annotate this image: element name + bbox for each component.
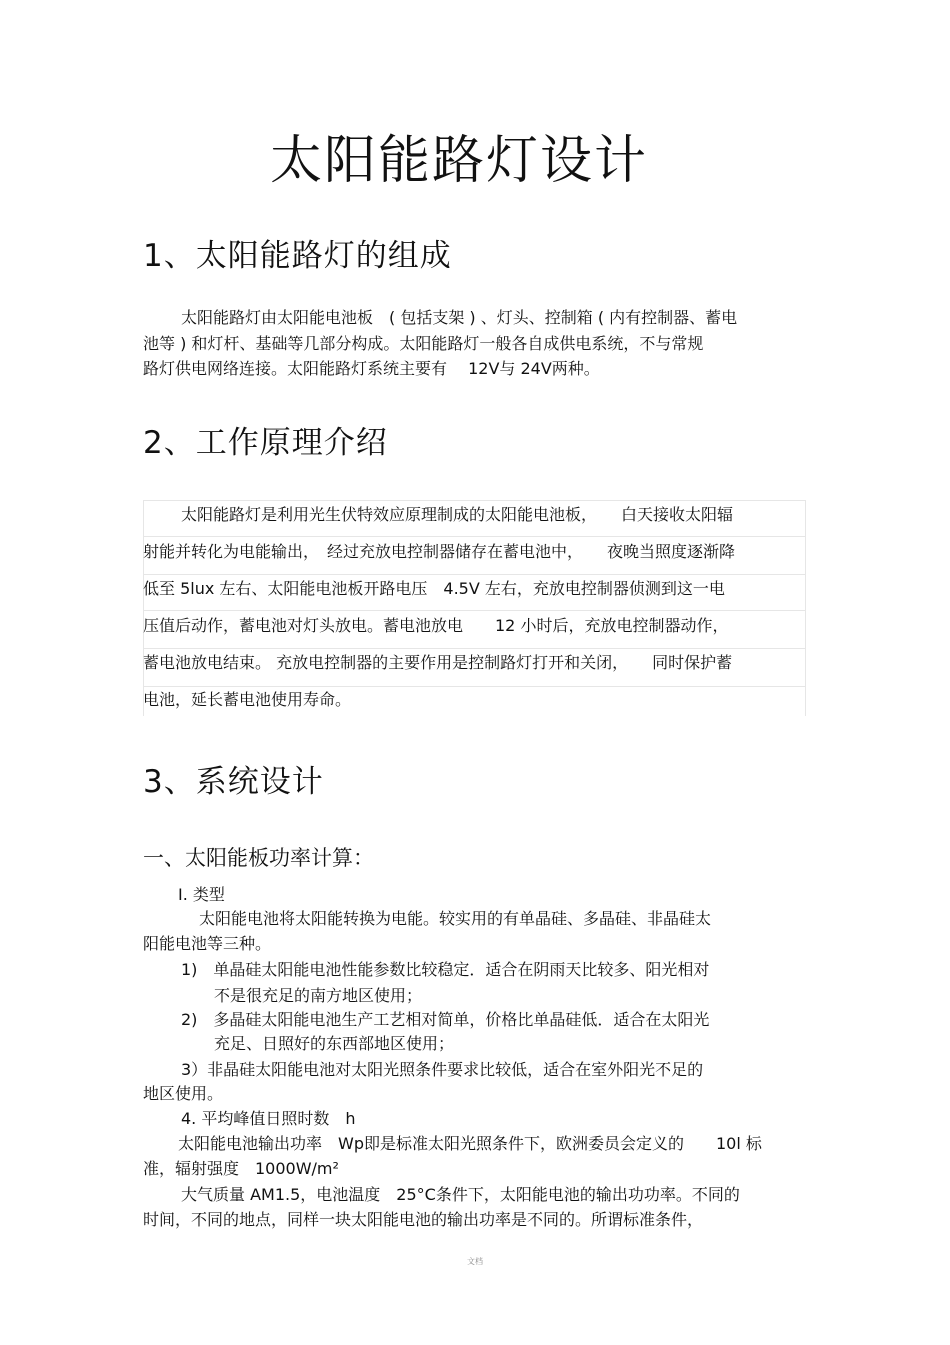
type-intro-line-1: 太阳能电池将太阳能转换为电能。较实用的有单晶硅、多晶硅、非晶硅太 bbox=[199, 909, 712, 928]
box-left-edge bbox=[143, 500, 144, 716]
power-line-2: 准，辐射强度 1000W/m² bbox=[143, 1159, 339, 1178]
power-line-4: 时间，不同的地点，同样一块太阳能电池的输出功率是不同的。所谓标准条件， bbox=[143, 1210, 704, 1229]
section-3-heading: 3、系统设计 bbox=[143, 764, 324, 800]
list-item-1-cont: 不是很充足的南方地区使用； bbox=[214, 986, 423, 1005]
section-1-heading: 1、太阳能路灯的组成 bbox=[143, 238, 452, 274]
section-2-line-2: 射能并转化为电能输出， 经过充放电控制器储存在蓄电池中， 夜晚当照度逐渐降 bbox=[143, 542, 736, 561]
power-line-1: 太阳能电池输出功率 Wp即是标准太阳光照条件下，欧洲委员会定义的 10l 标 bbox=[178, 1134, 762, 1153]
power-line-3: 大气质量 AM1.5，电池温度 25°C条件下，太阳能电池的输出功功率。不同的 bbox=[181, 1185, 740, 1204]
section-2-line-6: 电池，延长蓄电池使用寿命。 bbox=[143, 690, 352, 709]
page-footer: 文档 bbox=[467, 1257, 483, 1266]
document-title: 太阳能路灯设计 bbox=[269, 131, 648, 191]
list-item-2-cont: 充足、日照好的东西部地区使用； bbox=[214, 1034, 455, 1053]
section-2-line-1: 太阳能路灯是利用光生伏特效应原理制成的太阳能电池板， 白天接收太阳辐 bbox=[181, 505, 734, 524]
item-4: 4. 平均峰值日照时数 h bbox=[181, 1109, 356, 1128]
list-item-3: 3）非晶硅太阳能电池对太阳光照条件要求比较低，适合在室外阳光不足的 bbox=[181, 1060, 704, 1079]
type-intro-line-2: 阳能电池等三种。 bbox=[143, 934, 272, 953]
item-type: Ⅰ. 类型 bbox=[178, 885, 225, 904]
section-2-line-3: 低至 5lux 左右、太阳能电池板开路电压 4.5V 左右，充放电控制器侦测到这一电 bbox=[143, 579, 725, 598]
box-rule bbox=[143, 500, 805, 501]
section-1-line-3: 路灯供电网络连接。太阳能路灯系统主要有 12V与 24V两种。 bbox=[143, 359, 600, 378]
list-item-2: 2) 多晶硅太阳能电池生产工艺相对简单，价格比单晶硅低．适合在太阳光 bbox=[181, 1010, 710, 1029]
list-item-3-cont: 地区使用。 bbox=[143, 1084, 224, 1103]
section-1-line-2: 池等 ) 和灯杆、基础等几部分构成。太阳能路灯一般各自成供电系统，不与常规 bbox=[143, 334, 704, 353]
box-rule bbox=[143, 610, 805, 611]
box-rule bbox=[143, 686, 805, 687]
box-rule bbox=[143, 648, 805, 649]
section-2-heading: 2、工作原理介绍 bbox=[143, 425, 388, 461]
section-1-line-1: 太阳能路灯由太阳能电池板 ( 包括支架 ) 、灯头、控制箱 ( 内有控制器、蓄电 bbox=[181, 308, 738, 327]
box-right-edge bbox=[805, 500, 806, 716]
box-rule bbox=[143, 574, 805, 575]
list-item-1: 1) 单晶硅太阳能电池性能参数比较稳定．适合在阴雨天比较多、阳光相对 bbox=[181, 960, 710, 979]
subsection-heading: 一、太阳能板功率计算： bbox=[143, 846, 374, 870]
box-rule bbox=[143, 536, 805, 537]
section-2-line-5: 蓄电池放电结束。 充放电控制器的主要作用是控制路灯打开和关闭， 同时保护蓄 bbox=[143, 653, 733, 672]
section-2-line-4: 压值后动作，蓄电池对灯头放电。蓄电池放电 12 小时后，充放电控制器动作， bbox=[143, 616, 729, 635]
